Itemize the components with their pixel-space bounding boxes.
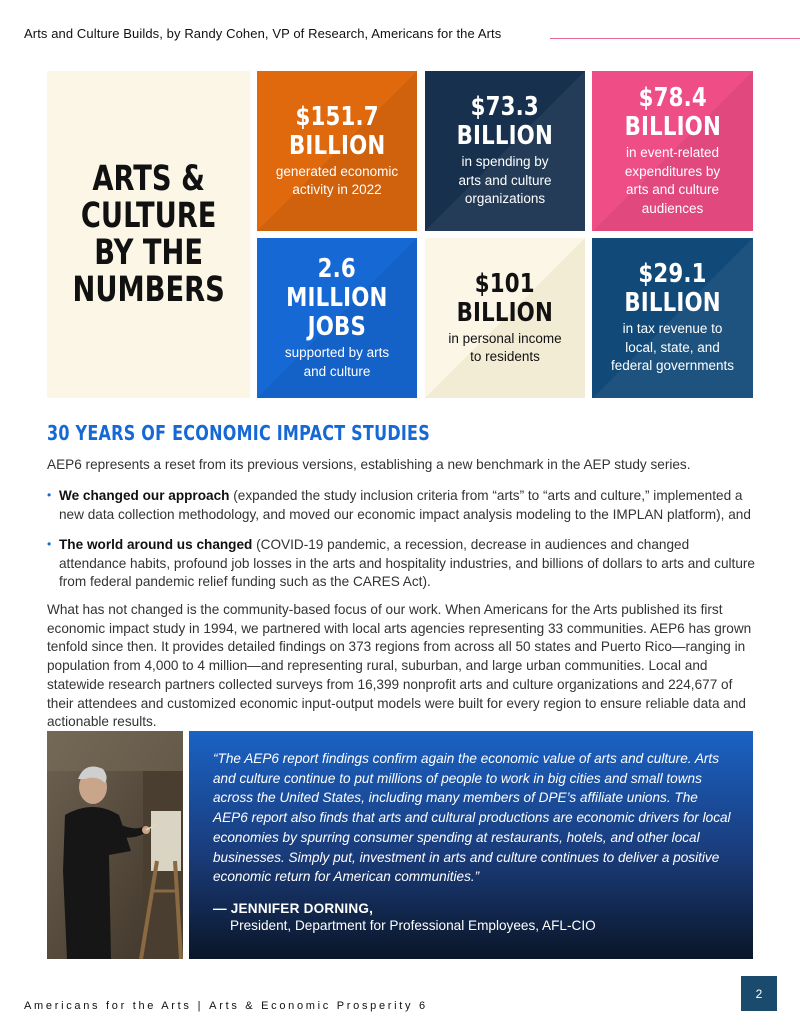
stat-caption-line: to residents <box>470 349 540 364</box>
stat-unit: BILLION <box>624 288 721 319</box>
stats-title-line: NUMBERS <box>72 269 225 310</box>
footer <box>24 1000 428 1012</box>
stat-unit: BILLION <box>624 112 721 142</box>
bullet-icon: • <box>47 488 52 502</box>
stat-tile-audience-spending <box>592 71 753 231</box>
stats-grid <box>47 71 753 398</box>
bullet-lead: We changed our approach <box>59 488 230 503</box>
stat-caption-line: in spending by <box>461 154 549 170</box>
pull-quote <box>189 731 753 959</box>
quote-attribution-name: — JENNIFER DORNING, <box>213 900 374 916</box>
stat-tile-tax-revenue <box>592 238 753 398</box>
bullet-list <box>47 487 757 604</box>
stat-unit: MILLION <box>286 283 388 313</box>
stat-tile-economic-activity <box>257 71 417 231</box>
stat-tile-organization-spending <box>425 71 585 231</box>
footer-publication: Arts & Economic Prosperity 6 <box>209 1000 428 1012</box>
bullet-text: (expanded the study inclusion criteria from “arts” to “arts and culture,” implemented a new data collection methodology, and moved our economic impact analysis modeling to the IMPLAN platform), and <box>59 488 751 522</box>
stats-title-line: CULTURE <box>80 195 217 236</box>
stat-figure: $151.7 <box>295 101 379 132</box>
bullet-lead: The world around us changed <box>59 537 253 552</box>
stat-figure: 2.6 <box>317 254 357 284</box>
stat-figure: $29.1 <box>638 259 707 290</box>
stat-figure: $73.3 <box>470 92 540 123</box>
footer-organization: Americans for the Arts <box>24 1000 192 1012</box>
stat-caption-line: supported by arts <box>284 345 390 360</box>
running-header: Arts and Culture Builds, by Randy Cohen, VP of Research, Americans for the Arts <box>24 26 502 41</box>
list-item <box>47 487 757 524</box>
bullet-text: (COVID-19 pandemic, a recession, decrease in audiences and changed attendance habits, profound job losses in the arts and hospitality industries, and billions of dollars to arts and culture from federal pandemic relief funding such as the CARES Act). <box>59 537 755 589</box>
stats-title-line: ARTS & <box>92 158 205 199</box>
intro-sentence: AEP6 represents a reset from its previous versions, establishing a new benchmark in the AEP study series. <box>47 457 691 472</box>
stats-title <box>72 158 225 310</box>
stat-caption-line: in tax revenue to <box>622 321 723 337</box>
stat-caption-line: expenditures by <box>624 163 721 179</box>
stat-caption-line: arts and culture <box>458 172 552 188</box>
stat-tile-personal-income <box>425 238 585 398</box>
painter-photo <box>47 731 183 959</box>
stat-caption-line: and culture <box>303 363 371 379</box>
page-number-badge: 2 <box>741 976 777 1011</box>
painter-illustration <box>47 731 183 959</box>
quote-text: “The AEP6 report findings confirm again the economic value of arts and culture. Arts and culture continue to put millions of people to work in big cities and small towns across the United States, including many members of DPE’s affiliate unions. The AEP6 report also finds that arts and cultural productions are economic drivers for local economies by spurring consumer spending at restaurants, hotels, and other local businesses. Simply put, investment in arts and culture continues to deliver a positive economic return for American communities.” <box>213 751 731 885</box>
stat-caption-line: generated economic <box>275 163 399 179</box>
stat-caption-line: activity in 2022 <box>292 182 382 197</box>
stat-figure: $101 <box>474 268 535 299</box>
stat-caption-line: local, state, and <box>625 339 720 355</box>
header-rule <box>550 38 800 39</box>
stat-unit: BILLION <box>456 297 554 328</box>
footer-separator: | <box>197 1000 204 1012</box>
section-heading: 30 YEARS OF ECONOMIC IMPACT STUDIES <box>47 421 430 445</box>
stat-caption-line: federal governments <box>610 358 735 374</box>
stat-unit: BILLION <box>456 121 554 152</box>
bullet-icon: • <box>47 537 52 551</box>
quote-attribution-role: President, Department for Professional Employees, AFL-CIO <box>230 917 596 933</box>
stat-caption-line: in event-related <box>625 145 720 160</box>
stat-tile-jobs <box>257 238 417 398</box>
stat-caption-line: audiences <box>641 200 704 216</box>
stats-title-tile <box>47 71 250 398</box>
stat-caption-line: in personal income <box>448 330 562 346</box>
body-paragraph: What has not changed is the community-based focus of our work. When Americans for the Arts published its first economic impact study in 1994, we partnered with local arts agencies representing 33 communities. AEP6 has grown tenfold since then. It provides detailed findings on 373 regions from across all 50 states and Puerto Rico—ranging in population from 4,000 to 4 million—and representing rural, suburban, and large urban communities. Local and statewide research partners collected surveys from 16,399 nonprofit arts and culture organizations and 224,677 of their attendees and customized economic input-output models were built for every region to ensure reliable data and actionable results. <box>47 602 752 730</box>
stat-caption-line: arts and culture <box>625 182 720 197</box>
stat-figure: $78.4 <box>638 83 707 113</box>
stats-title-line: BY THE <box>94 232 203 273</box>
stat-unit: JOBS <box>307 312 367 342</box>
stat-unit: BILLION <box>288 130 386 161</box>
list-item <box>47 536 757 592</box>
stat-caption-line: organizations <box>464 191 546 207</box>
